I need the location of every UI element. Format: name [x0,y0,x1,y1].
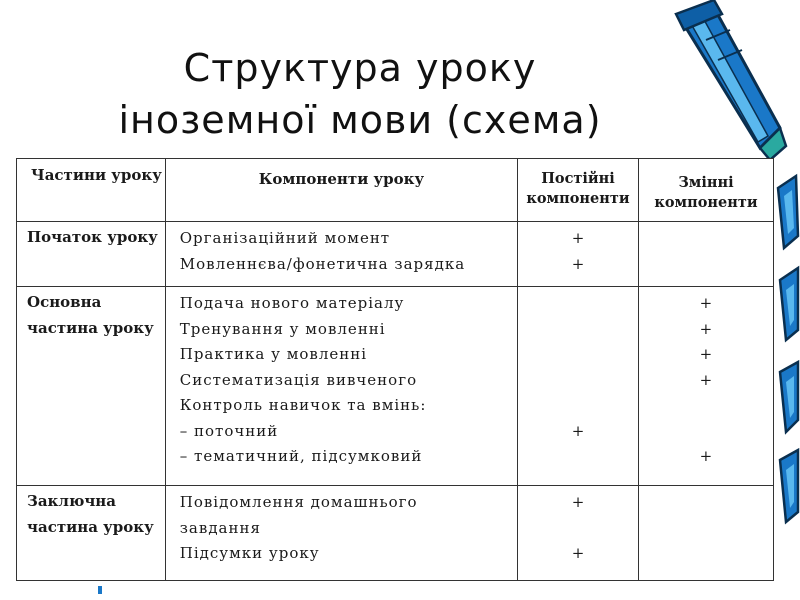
table-row [17,222,774,287]
slide-title [40,42,680,146]
constant-mark: + [571,421,585,440]
constant-mark [518,291,638,317]
components-cell [165,222,517,287]
constant-mark [518,368,638,394]
variable-cell [638,287,773,486]
variable-mark [639,419,773,445]
constant-cell [518,222,639,287]
title-line-2: іноземної мови (схема) [118,98,602,142]
component-item: Повідомлення домашнього [179,493,418,511]
component-item: Організаційний момент [179,229,391,247]
component-item: Мовленнєва/фонетична зарядка [179,254,466,273]
constant-mark: + [571,493,585,511]
component-item: завдання [179,518,261,537]
constant-mark: + [571,544,585,562]
variable-mark: + [699,345,713,363]
table-row [17,287,774,486]
header-components: Компоненти уроку [165,159,517,222]
constant-mark: + [571,254,585,273]
part-cell: Основна частина уроку [17,287,166,486]
table-row [17,486,774,581]
constant-mark [518,342,638,368]
part-cell: Початок уроку [17,222,166,287]
header-parts: Частини уроку [17,159,166,222]
constant-cell [518,486,639,581]
component-item: – тематичний, підсумковий [179,447,423,465]
variable-mark [639,516,773,542]
component-item: Контроль навичок та вмінь: [179,396,427,414]
constant-mark [518,516,638,542]
component-item: Тренування у мовленні [179,319,386,338]
constant-mark: + [571,229,585,247]
header-constant: Постійні компоненти [518,159,639,222]
variable-mark: + [699,370,713,389]
title-line-1: Структура уроку [183,46,537,90]
part-cell: Заключна частина уроку [17,486,166,581]
constant-mark [518,393,638,419]
variable-mark [639,252,773,278]
component-item: Практика у мовленні [179,345,368,363]
constant-cell [518,287,639,486]
table-header-row [17,159,774,222]
variable-cell [638,222,773,287]
variable-mark: + [699,447,713,465]
components-cell [165,287,517,486]
component-item: – поточний [179,421,279,440]
constant-mark [518,444,638,470]
component-item: Підсумки уроку [179,544,320,562]
lesson-structure-table [16,158,774,581]
variable-cell [638,486,773,581]
components-cell [165,486,517,581]
variable-mark [639,393,773,419]
header-variable: Змінні компоненти [638,159,773,222]
variable-mark [639,226,773,252]
variable-mark [639,541,773,567]
component-item: Систематизація вивченого [179,370,418,389]
variable-mark [639,490,773,516]
component-item: Подача нового матеріалу [179,294,405,312]
variable-mark: + [699,294,713,312]
variable-mark: + [699,319,713,338]
constant-mark [518,317,638,343]
